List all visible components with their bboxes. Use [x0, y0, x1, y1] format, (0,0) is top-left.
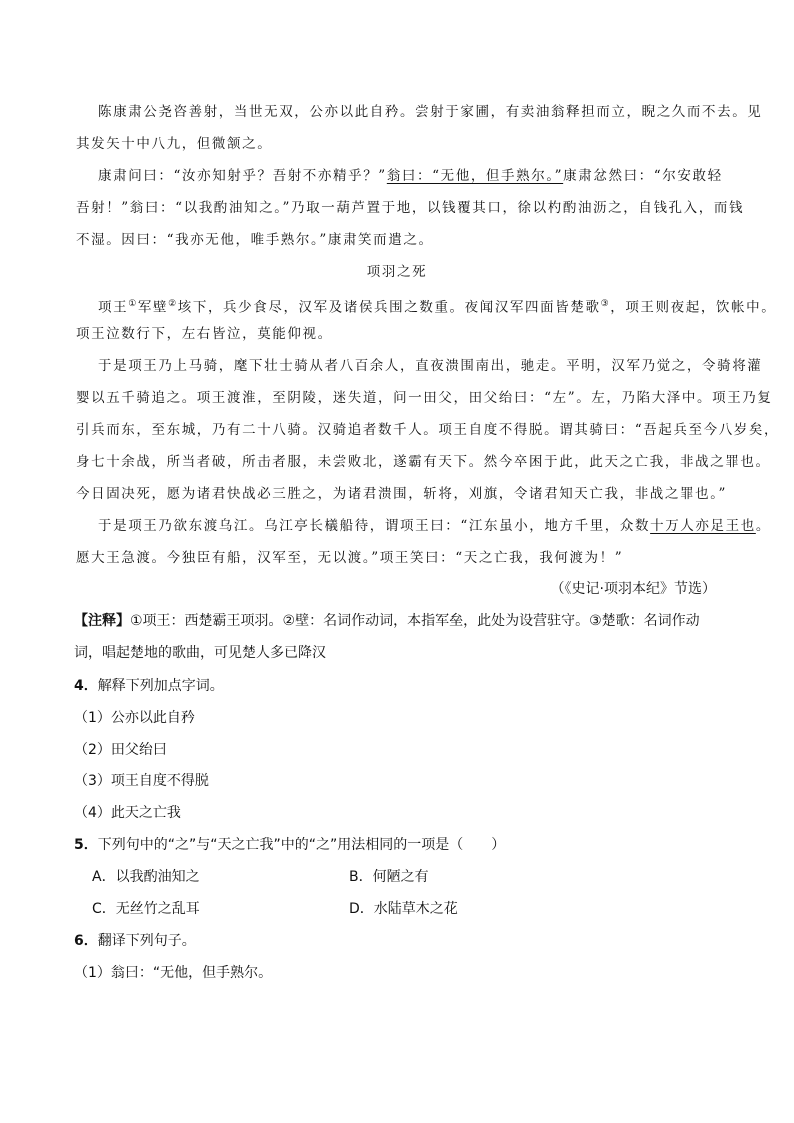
question-6: [74, 932, 724, 950]
passage1-text: 康肃忿然曰：“尔安敢轻: [563, 168, 723, 184]
passage2-line: [98, 518, 771, 534]
question-number: 4．: [74, 678, 98, 694]
passage2-text: 垓下，兵少食尽，汉军及诸侯兵围之数重。夜闻汉军四面皆楚歌: [177, 299, 601, 316]
question-number: 6．: [74, 933, 98, 949]
q4-item: （1）公亦以此自矜: [74, 710, 195, 726]
note-marker-3: ③: [600, 299, 611, 309]
notes-text: ①项王：西楚霸王项羽。②壁：名词作动词，本指军垒，此处为设营驻守。③楚歌：名词作动: [130, 613, 700, 629]
passage2-text: 。: [755, 518, 771, 534]
notes-line: 词，唱起楚地的歌曲，可见楚人多已降汉: [74, 645, 326, 661]
passage2-title: 项羽之死: [366, 264, 428, 280]
passage-source: （《史记·项羽本纪》节选）: [550, 581, 716, 597]
q5-option-d: D．水陆草木之花: [349, 901, 458, 917]
passage1-text: 康肃问曰：“汝亦知射乎？吾射不亦精乎？”: [98, 168, 387, 184]
question-text: 解释下列加点字词。: [97, 678, 224, 694]
passage2-line: [98, 296, 777, 316]
passage2-text: 军壁: [137, 299, 169, 316]
passage1-line: [98, 168, 748, 184]
underlined-sentence: 翁曰：“无他，但手熟尔。”: [386, 168, 564, 184]
passage1-line: 陈康肃公尧咨善射，当世无双，公亦以此自矜。尝射于家圃，有卖油翁释担而立，睨之久而不去。见: [98, 104, 763, 120]
q4-item: （3）项王自度不得脱: [74, 773, 209, 789]
note-marker-2: ②: [168, 299, 178, 309]
q6-item: （1）翁曰：“无他，但手熟尔。: [74, 965, 273, 981]
passage1-line: 吾射！”翁曰：“以我酌油知之。”乃取一葫芦置于地，以钱覆其口，徐以杓酌油沥之，自钱孔入，而钱: [76, 200, 745, 216]
question-text: 下列句中的“之”与“天之亡我”中的“之”用法相同的一项是（ ）: [97, 837, 506, 853]
passage2-line: 于是项王乃上马骑，麾下壮士骑从者八百余人，直夜溃围南出，驰走。平明，汉军乃觉之，令骑将灌: [98, 358, 763, 374]
passage2-line: 项王泣数行下，左右皆泣，莫能仰视。: [76, 326, 333, 342]
q5-option-c: C．无丝竹之乱耳: [92, 901, 200, 917]
q4-item: （2）田父绐曰: [74, 742, 167, 758]
notes-label: 【注释】: [74, 613, 130, 629]
underlined-phrase: 十万人亦足王也: [650, 518, 756, 534]
passage2-line: 今日固决死，愿为诸君快战必三胜之，为诸君溃围，斩将，刈旗，令诸君知天亡我，非战之罪也。”: [76, 486, 728, 502]
q5-option-b: B．何陋之有: [349, 869, 429, 885]
question-4: [74, 677, 724, 695]
passage2-line: 身七十余战，所当者破，所击者服，未尝败北，遂霸有天下。然今卒困于此，此天之亡我，非战之罪也。: [76, 454, 771, 470]
notes-line: [74, 612, 734, 630]
passage2-line: 婴以五千骑追之。项王渡淮，至阴陵，迷失道，问一田父，田父绐曰：“左”。左，乃陷大泽中。项王乃复: [76, 390, 773, 406]
passage1-line: 不湿。因曰：“我亦无他，唯手熟尔。”康肃笑而遣之。: [76, 232, 434, 248]
passage1-line: 其发矢十中八九，但微颔之。: [76, 136, 273, 152]
passage2-line: 引兵而东，至东城，乃有二十八骑。汉骑追者数千人。项王自度不得脱。谓其骑曰：“吾起兵至今八岁矣，: [76, 422, 780, 438]
question-5: [74, 836, 724, 854]
passage2-text: 项王: [98, 299, 129, 316]
question-text: 翻译下列句子。: [97, 933, 196, 949]
note-marker-1: ①: [128, 299, 138, 309]
question-number: 5．: [74, 837, 98, 853]
passage2-text: ，项王则夜起，饮帐中。: [610, 299, 777, 316]
q4-item: （4）此天之亡我: [74, 805, 181, 821]
q5-option-a: A．以我酌油知之: [92, 869, 200, 885]
passage2-line: 愿大王急渡。今独臣有船，汉军至，无以渡。”项王笑曰：“天之亡我，我何渡为！”: [76, 550, 624, 566]
passage2-text: 于是项王乃欲东渡乌江。乌江亭长檥船待，谓项王曰：“江东虽小，地方千里，众数: [98, 518, 651, 534]
